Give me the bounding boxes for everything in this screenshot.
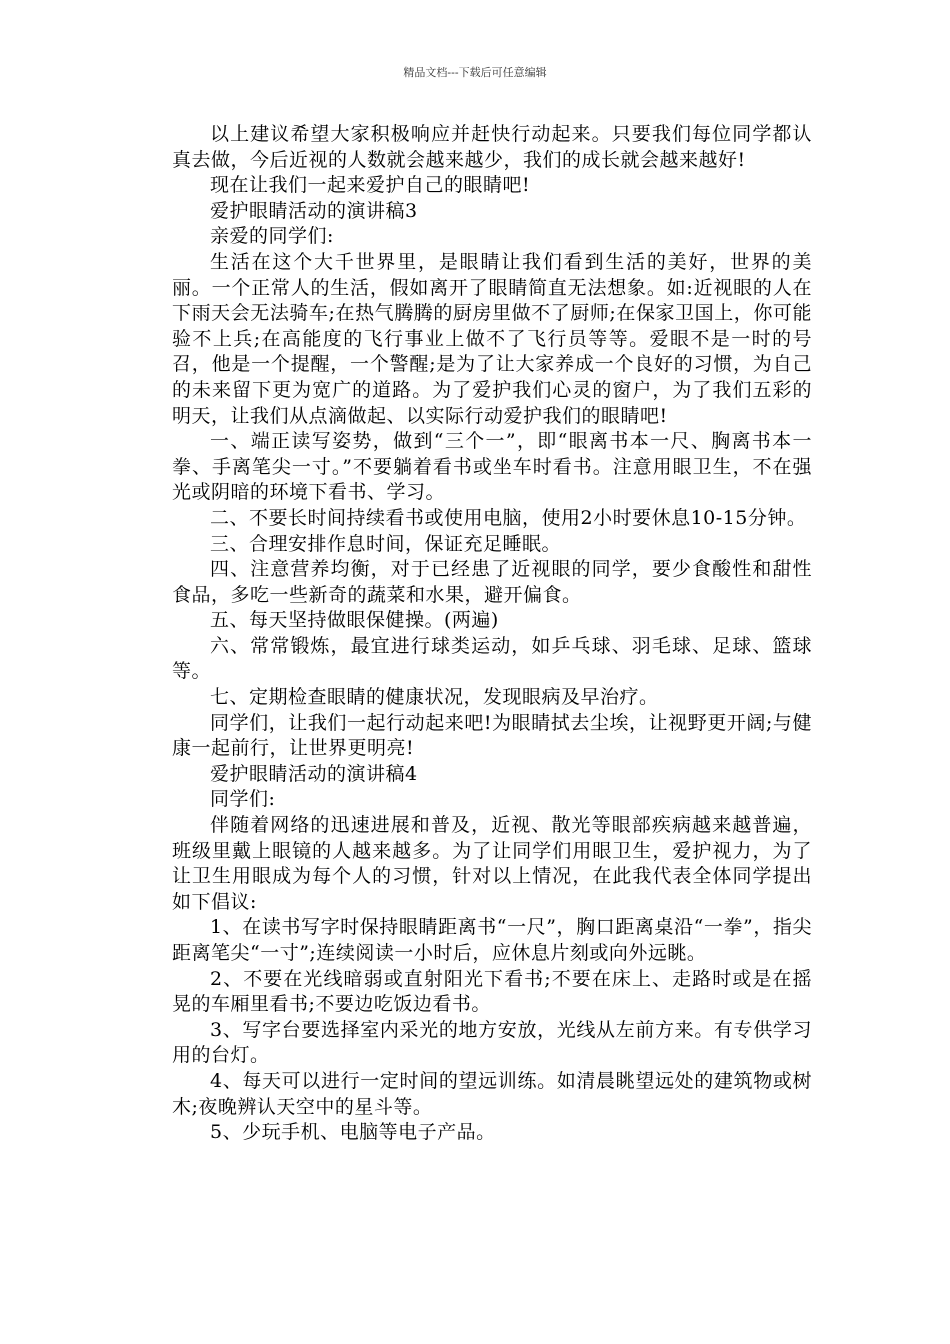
paragraph-body-3: 生活在这个大千世界里，是眼睛让我们看到生活的美好，世界的美丽。一个正常人的生活，假如离开了眼睛简直无法想象。如:近视眼的人在下雨天会无法骑车;在热气腾腾的厨房里做不了厨师;在保家卫国上，你可能验不上兵;在高能度的飞行事业上做不了飞行员等等。爱眼不是一时的号召，他是一个提醒，一个警醒;是为了让大家养成一个良好的习惯，为自己的未来留下更为宽广的道路。为了爱护我们心灵的窗户，为了我们五彩的明天，让我们从点滴做起、以实际行动爱护我们的眼睛吧!: [172, 250, 812, 427]
document-body: [172, 122, 812, 1146]
salutation-4: 同学们:: [210, 788, 276, 811]
proposal-item-4: 4、每天可以进行一定时间的望远训练。如清晨眺望远处的建筑物或树木;夜晚辨认天空中的星斗等。: [172, 1069, 812, 1118]
salutation-3: 亲爱的同学们:: [210, 225, 334, 248]
list-item-3: 三、合理安排作息时间，保证充足睡眠。: [210, 532, 562, 555]
section-title-speech-4: 爱护眼睛活动的演讲稿4: [210, 762, 418, 785]
proposal-item-1: 1、在读书写字时保持眼睛距离书“一尺”，胸口距离桌沿“一拳”，指尖距离笔尖“一寸”;连续阅读一小时后，应休息片刻或向外远眺。: [172, 916, 812, 964]
page-header: 精品文档---下载后可任意编辑: [403, 66, 547, 79]
proposal-item-5: 5、少玩手机、电脑等电子产品。: [210, 1121, 496, 1144]
section-title-speech-3: 爱护眼睛活动的演讲稿3: [210, 199, 418, 222]
proposal-item-3: 3、写字台要选择室内采光的地方安放，光线从左前方来。有专供学习用的台灯。: [172, 1018, 812, 1067]
paragraph-body-4: 伴随着网络的迅速进展和普及，近视、散光等眼部疾病越来越普遍，班级里戴上眼镜的人越来越多。为了让同学们用眼卫生，爱护视力，为了让卫生用眼成为每个人的习惯，针对以上情况，在此我代表全体同学提出如下倡议:: [172, 814, 812, 913]
list-item-5: 五、每天坚持做眼保健操。(两遍): [210, 609, 499, 632]
paragraph-intro-closing: 以上建议希望大家积极响应并赶快行动起来。只要我们每位同学都认真去做，今后近视的人数就会越来越少，我们的成长就会越来越好!: [172, 123, 812, 171]
paragraph-conclusion-3: 同学们，让我们一起行动起来吧!为眼睛拭去尘埃，让视野更开阔;与健康一起前行，让世界更明亮!: [172, 711, 812, 760]
list-item-7: 七、定期检查眼睛的健康状况，发现眼病及早治疗。: [210, 686, 659, 709]
list-item-4: 四、注意营养均衡，对于已经患了近视眼的同学，要少食酸性和甜性食品，多吃一些新奇的蔬菜和水果，避开偏食。: [172, 558, 812, 606]
paragraph-call-to-action: 现在让我们一起来爱护自己的眼睛吧!: [210, 174, 531, 197]
list-item-1: 一、端正读写姿势，做到“三个一”，即“眼离书本一尺、胸离书本一拳、手离笔尖一寸。”不要躺着看书或坐车时看书。注意用眼卫生，不在强光或阴暗的环境下看书、学习。: [172, 430, 812, 504]
list-item-2: 二、不要长时间持续看书或使用电脑，使用2小时要休息10-15分钟。: [210, 506, 807, 529]
proposal-item-2: 2、不要在光线暗弱或直射阳光下看书;不要在床上、走路时或是在摇晃的车厢里看书;不要边吃饭边看书。: [172, 967, 812, 1016]
list-item-6: 六、常常锻炼，最宜进行球类运动，如乒乓球、羽毛球、足球、篮球等。: [172, 634, 812, 683]
